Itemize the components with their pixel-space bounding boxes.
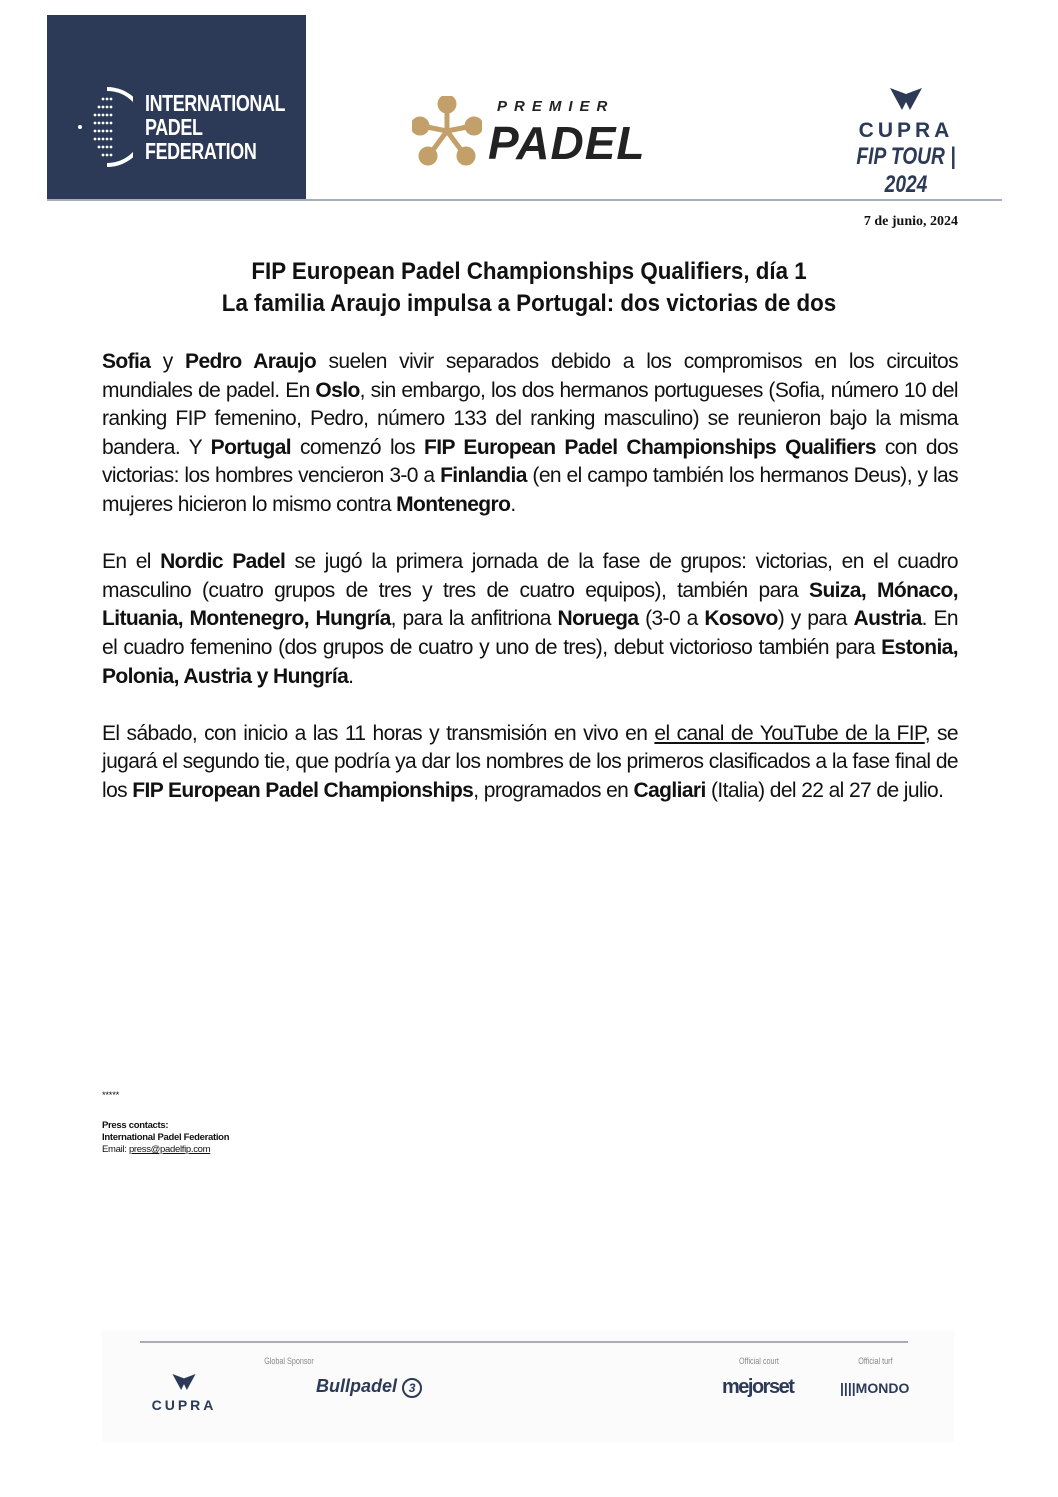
text: se jugó la primera jornada de la fase de grupos: victorias, en el cuadro masculino (cuatro grupos de tres y tres de cuatro equipos), también para xyxy=(102,550,958,602)
bold-text: Estonia, Polonia, Austria y Hungría xyxy=(102,635,958,688)
ipf-logo-line: PADEL xyxy=(145,114,203,140)
text: , programados en xyxy=(473,778,634,802)
text: En el xyxy=(102,550,161,574)
contacts-org: International Padel Federation xyxy=(102,1132,230,1143)
cupra-emblem-icon xyxy=(888,86,924,112)
bold-text: Finlandia xyxy=(440,464,527,488)
text: El sábado, con inicio a las 11 horas y transmisión en vivo en xyxy=(102,721,655,745)
text: , para la anfitriona xyxy=(390,607,558,631)
cupra-emblem-icon xyxy=(171,1372,197,1392)
ipf-logo-line: FEDERATION xyxy=(145,138,257,164)
global-sponsor-label: Global Sponsor xyxy=(264,1356,314,1366)
press-contacts xyxy=(102,1090,229,1156)
padel-racket-icon xyxy=(77,87,133,167)
mondo-logo: ||||MONDO xyxy=(840,1380,910,1396)
header-divider xyxy=(47,199,1002,201)
mondo-word: MONDO xyxy=(855,1380,910,1396)
premier-padel-logo xyxy=(412,96,646,171)
sponsor-footer xyxy=(102,1330,954,1442)
mejorset-logo: mejorset xyxy=(722,1376,794,1398)
bold-text: Montenegro xyxy=(396,492,511,516)
bold-text: FIP European Padel Championships xyxy=(132,778,474,802)
text: y xyxy=(150,350,186,373)
padel-label: PADEL xyxy=(488,117,646,169)
bold-text: Noruega xyxy=(557,607,639,631)
separator-stars: ***** xyxy=(102,1090,119,1101)
contacts-heading: Press contacts: xyxy=(102,1120,169,1131)
bullpadel-word: Bullpadel xyxy=(316,1376,398,1396)
fip-tour-label: FIP TOUR | 2024 xyxy=(856,143,956,198)
text: con dos victorias: los hombres vencieron 3-0 a xyxy=(102,435,958,488)
footer-divider xyxy=(140,1341,908,1343)
bold-text: Kosovo xyxy=(704,607,778,631)
article-body xyxy=(102,348,958,834)
title-line-1: FIP European Padel Championships Qualifiers, día 1 xyxy=(251,258,807,285)
bold-text: Portugal xyxy=(210,435,292,459)
press-title xyxy=(37,256,1021,320)
official-turf-label: Official turf xyxy=(858,1356,893,1366)
cupra-footer-word: CUPRA xyxy=(151,1397,217,1413)
text: (Italia) del 22 al 27 de julio. xyxy=(705,778,944,802)
article-paragraph xyxy=(102,348,958,520)
youtube-channel-link[interactable]: el canal de YouTube de la FIP xyxy=(654,721,925,745)
text: (3-0 a xyxy=(638,607,705,631)
premier-label: PREMIER xyxy=(497,98,615,115)
bold-text: Nordic Padel xyxy=(160,550,286,574)
ipf-logo-line: INTERNATIONAL xyxy=(145,90,286,116)
text: . xyxy=(510,492,516,516)
text: , se jugará el segundo tie, que podría ya dar los nombres de los primeros clasificados a la fase final de los xyxy=(102,721,958,802)
text: . En el cuadro femenino (dos grupos de cuatro y uno de tres), debut victorioso también para xyxy=(102,607,958,659)
cupra-fip-tour-logo xyxy=(826,86,986,199)
bold-text: Cagliari xyxy=(633,778,706,802)
article-paragraph xyxy=(102,720,958,806)
text: comenzó los xyxy=(291,435,424,459)
press-date: 7 de junio, 2024 xyxy=(863,214,958,229)
bold-text: Sofia xyxy=(102,350,151,373)
premier-padel-flower-icon xyxy=(412,96,482,166)
article-paragraph xyxy=(102,548,958,691)
official-court-label: Official court xyxy=(738,1356,779,1366)
ipf-logo xyxy=(47,15,306,200)
bold-text: Austria xyxy=(853,607,922,631)
email-link[interactable]: press@padelfip.com xyxy=(128,1144,211,1155)
title-line-2: La familia Araujo impulsa a Portugal: dos victorias de dos xyxy=(221,290,837,317)
email-label: Email: xyxy=(102,1144,129,1155)
bold-text: Suiza, Mónaco, Lituania, Montenegro, Hungría xyxy=(102,578,958,631)
text: . xyxy=(348,664,354,688)
bold-text: Pedro Araujo xyxy=(185,350,317,373)
text: (en el campo también los hermanos Deus), y las mujeres hicieron lo mismo contra xyxy=(102,464,959,516)
text: suelen vivir separados debido a los compromisos en los circuitos mundiales de padel. En xyxy=(102,350,958,402)
bullpadel-logo: Bullpadel 3 xyxy=(316,1376,422,1398)
bold-text: FIP European Padel Championships Qualifiers xyxy=(423,435,876,459)
cupra-word: CUPRA xyxy=(858,119,954,142)
text: ) y para xyxy=(777,607,854,631)
bold-text: Oslo xyxy=(315,378,360,402)
cupra-footer-logo xyxy=(138,1372,230,1413)
text: , sin embargo, los dos hermanos portugueses (Sofia, número 10 del ranking FIP femenino, Pedro, número 133 del ranking masculino) se reunieron bajo la misma bandera. Y xyxy=(102,378,959,459)
